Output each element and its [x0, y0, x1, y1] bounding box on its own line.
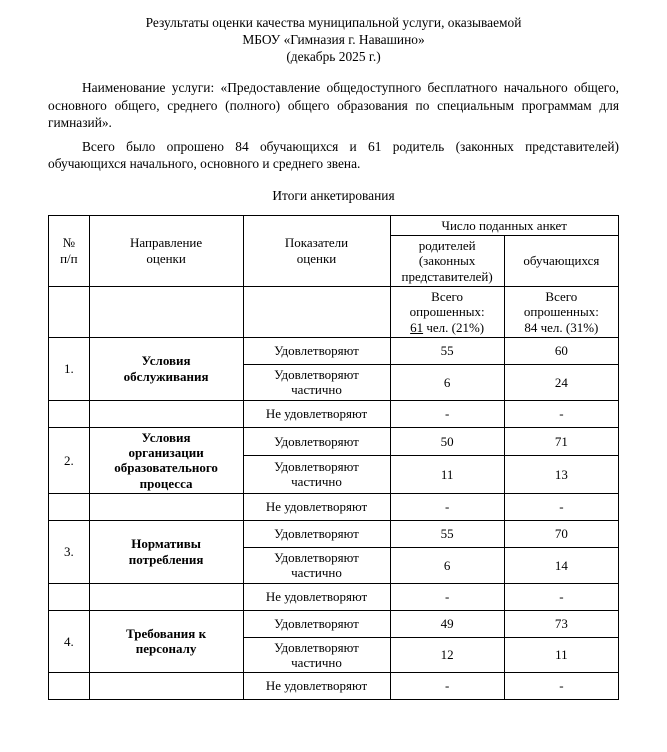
page-title [48, 14, 619, 65]
row-direction-empty [89, 493, 243, 520]
header-parents-line2: (законных [418, 253, 476, 269]
row-parents-value: 50 [390, 427, 504, 456]
row-direction-line2: потребления [128, 551, 204, 567]
row-indicator: Удовлетворяют [243, 337, 390, 364]
row-number: 1. [49, 337, 90, 400]
row-parents-value: - [390, 493, 504, 520]
row-number: 4. [49, 610, 90, 673]
row-parents-value: - [390, 400, 504, 427]
table-row [49, 400, 619, 427]
header-spacer-direction [89, 286, 243, 337]
row-students-value: 70 [504, 520, 618, 547]
parents-total-value: 61 [410, 319, 424, 335]
row-students-value: 73 [504, 610, 618, 637]
row-students-value: - [504, 583, 618, 610]
row-parents-value: 55 [390, 337, 504, 364]
title-line-3: (декабрь 2025 г.) [286, 49, 381, 65]
row-direction-empty [89, 400, 243, 427]
table-header-row-1 [49, 215, 619, 235]
header-cell-direction [89, 215, 243, 286]
row-direction [89, 427, 243, 493]
row-indicator: Не удовлетворяют [243, 583, 390, 610]
row-indicator [243, 547, 390, 583]
row-indicator: Удовлетворяют [243, 610, 390, 637]
row-indicator-line2: частично [291, 565, 342, 581]
row-indicator [243, 364, 390, 400]
table-row [49, 337, 619, 364]
row-indicator-line2: частично [291, 474, 342, 490]
table-row [49, 610, 619, 637]
row-parents-value: - [390, 583, 504, 610]
row-indicator: Не удовлетворяют [243, 673, 390, 700]
header-direction-line1: Направление [130, 235, 203, 251]
row-students-value: 13 [504, 456, 618, 494]
row-direction-line1: Условия [141, 353, 191, 369]
row-students-value: 11 [504, 637, 618, 673]
title-line-2: МБОУ «Гимназия г. Навашино» [242, 32, 425, 48]
row-students-value: 14 [504, 547, 618, 583]
students-total-line3: 84 чел. (31%) [524, 319, 599, 335]
row-direction [89, 610, 243, 673]
table-row [49, 427, 619, 456]
header-cell-students: обучающихся [504, 235, 618, 286]
row-indicator: Удовлетворяют [243, 427, 390, 456]
survey-count-paragraph: Всего было опрошено 84 обучающихся и 61 родитель (законных представителей) обучающихся начального, основного и среднего звена. [48, 138, 619, 172]
header-parents-line1: родителей [418, 237, 476, 253]
header-spacer-indicator [243, 286, 390, 337]
row-indicator-line1: Удовлетворяют [274, 366, 359, 382]
row-direction-line1: Требования к [126, 626, 207, 641]
table-row [49, 520, 619, 547]
header-parents-line3: представителей) [401, 268, 493, 284]
row-indicator [243, 637, 390, 673]
row-indicator: Не удовлетворяют [243, 493, 390, 520]
row-students-value: 71 [504, 427, 618, 456]
section-subtitle: Итоги анкетирования [272, 187, 395, 203]
row-number: 2. [49, 427, 90, 493]
row-direction-empty [89, 583, 243, 610]
row-indicator [243, 456, 390, 494]
header-cell-num [49, 215, 90, 286]
row-students-value: - [504, 673, 618, 700]
title-line-1: Результаты оценки качества муниципальной услуги, оказываемой [145, 15, 522, 30]
row-direction-line4: процесса [139, 475, 193, 491]
row-direction-line1: Условия [141, 429, 191, 445]
row-number-empty [49, 673, 90, 700]
row-indicator-line2: частично [291, 382, 342, 398]
row-number-empty [49, 583, 90, 610]
header-spacer-num [49, 286, 90, 337]
row-students-value: 24 [504, 364, 618, 400]
row-parents-value: 49 [390, 610, 504, 637]
header-indicator-line2: оценки [296, 250, 337, 266]
row-direction-empty [89, 673, 243, 700]
header-num-line1: № [62, 235, 76, 251]
parents-total-line1: Всего [431, 288, 464, 304]
row-parents-value: - [390, 673, 504, 700]
row-students-value: - [504, 400, 618, 427]
header-indicator-line1: Показатели [284, 235, 349, 251]
row-parents-value: 11 [390, 456, 504, 494]
row-indicator-line1: Удовлетворяют [274, 549, 359, 565]
row-students-value: 60 [504, 337, 618, 364]
parents-total-percent: чел. (21%) [423, 319, 485, 335]
row-direction [89, 337, 243, 400]
row-direction-line2: обслуживания [123, 368, 209, 384]
row-number-empty [49, 400, 90, 427]
students-total-line1: Всего [545, 288, 578, 304]
header-num-line2: п/п [60, 250, 78, 266]
row-students-value: - [504, 493, 618, 520]
header-cell-parents-total [390, 286, 504, 337]
header-cell-students-total [504, 286, 618, 337]
row-indicator: Не удовлетворяют [243, 400, 390, 427]
header-direction-line2: оценки [146, 250, 186, 266]
row-parents-value: 12 [390, 637, 504, 673]
row-indicator-line1: Удовлетворяют [274, 639, 359, 655]
row-indicator: Удовлетворяют [243, 520, 390, 547]
row-parents-value: 6 [390, 364, 504, 400]
service-name-paragraph: Наименование услуги: «Предоставление общедоступного бесплатного начального общего, основного общего, среднего (полного) общего образования по специальным программам для гимназий». [48, 80, 619, 131]
row-direction-line2: организации [128, 444, 204, 460]
table-row [49, 493, 619, 520]
students-total-line2: опрошенных: [523, 304, 599, 320]
header-cell-forms-total: Число поданных анкет [390, 215, 618, 235]
row-indicator-line2: частично [291, 654, 342, 670]
table-row [49, 583, 619, 610]
row-parents-value: 6 [390, 547, 504, 583]
table-header-row-3 [49, 286, 619, 337]
parents-total-line3 [393, 320, 502, 335]
parents-total-line2: опрошенных: [409, 304, 485, 320]
row-direction-line1: Нормативы [131, 536, 201, 552]
header-cell-indicator [243, 215, 390, 286]
row-direction-line2: персоналу [135, 641, 197, 657]
header-cell-parents [390, 235, 504, 286]
table-row [49, 673, 619, 700]
row-indicator-line1: Удовлетворяют [274, 459, 359, 475]
row-direction [89, 520, 243, 583]
survey-results-table [48, 215, 619, 701]
row-direction-line3: образовательного [114, 460, 218, 476]
row-number: 3. [49, 520, 90, 583]
row-number-empty [49, 493, 90, 520]
row-parents-value: 55 [390, 520, 504, 547]
